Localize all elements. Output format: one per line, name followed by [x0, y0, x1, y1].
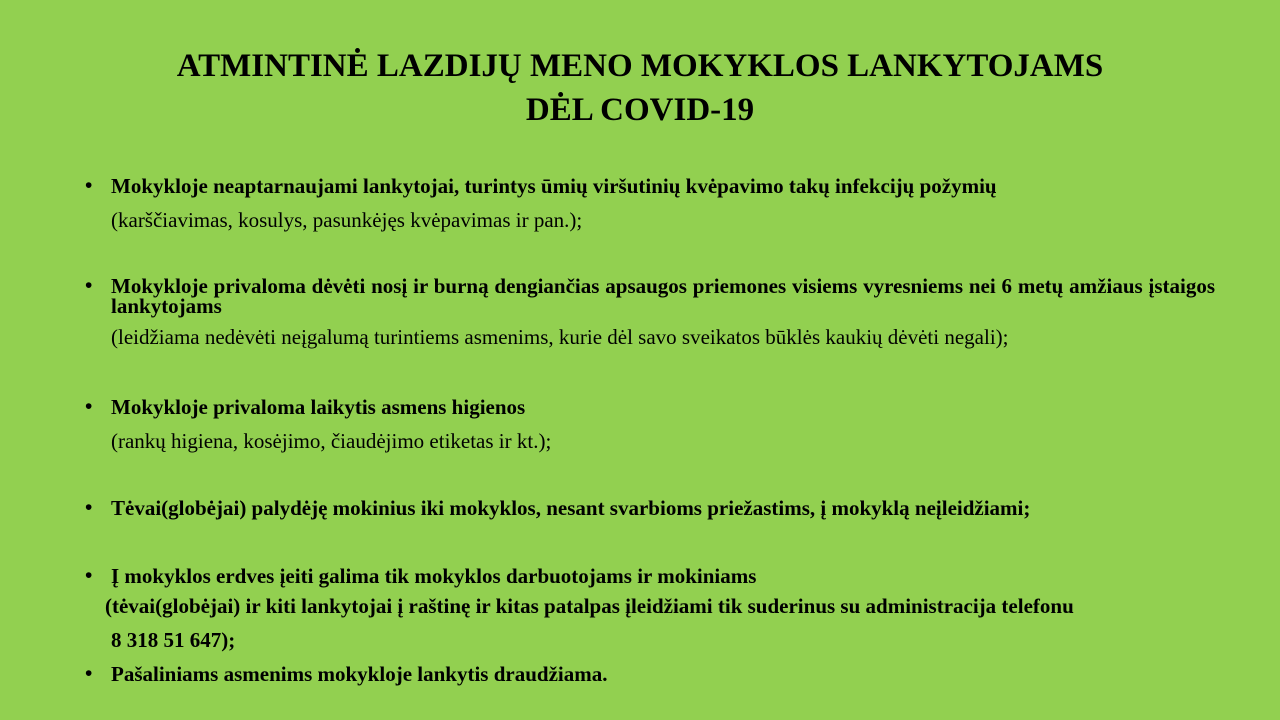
rule-1-note: (karščiavimas, kosulys, pasunkėjęs kvėpavimas ir pan.);	[111, 208, 583, 232]
title-line-2: DĖL COVID-19	[525, 92, 755, 128]
rule-3-text: Mokykloje privaloma laikytis asmens higienos	[111, 395, 526, 419]
title-line-1: ATMINTINĖ LAZDIJŲ MENO MOKYKLOS LANKYTOJAMS	[176, 48, 1104, 84]
bullet-2: •	[85, 274, 93, 297]
rule-6-text: Pašaliniams asmenims mokykloje lankytis draudžiama.	[111, 662, 608, 686]
bullet-6: •	[85, 662, 93, 685]
bullet-4: •	[85, 496, 93, 519]
rule-5-note-line-2: 8 318 51 647);	[111, 628, 236, 652]
rule-3-note: (rankų higiena, kosėjimo, čiaudėjimo etiketas ir kt.);	[111, 429, 552, 453]
bullet-5: •	[85, 564, 93, 587]
bullet-1: •	[85, 174, 93, 197]
rule-5-text: Į mokyklos erdves įeiti galima tik mokyklos darbuotojams ir mokiniams	[111, 564, 757, 588]
rule-4-text: Tėvai(globėjai) palydėję mokinius iki mokyklos, nesant svarbioms priežastims, į mokyklą neįleidžiami;	[111, 496, 1031, 520]
page-title	[0, 44, 1280, 132]
rule-5-note-line-1: (tėvai(globėjai) ir kiti lankytojai į raštinę ir kitas patalpas įleidžiami tik suderinus su administracija telefonu	[105, 594, 1074, 618]
rule-1-text: Mokykloje neaptarnaujami lankytojai, turintys ūmių viršutinių kvėpavimo takų infekcijų požymių	[111, 174, 997, 198]
rule-2-note: (leidžiama nedėvėti neįgalumą turintiems asmenims, kurie dėl savo sveikatos būklės kaukių dėvėti negali);	[111, 325, 1009, 349]
rule-2-text: Mokykloje privaloma dėvėti nosį ir burną dengiančias apsaugos priemones visiems vyresniems nei 6 metų amžiaus įstaigos lankytojams	[111, 274, 1215, 318]
bullet-3: •	[85, 395, 93, 418]
